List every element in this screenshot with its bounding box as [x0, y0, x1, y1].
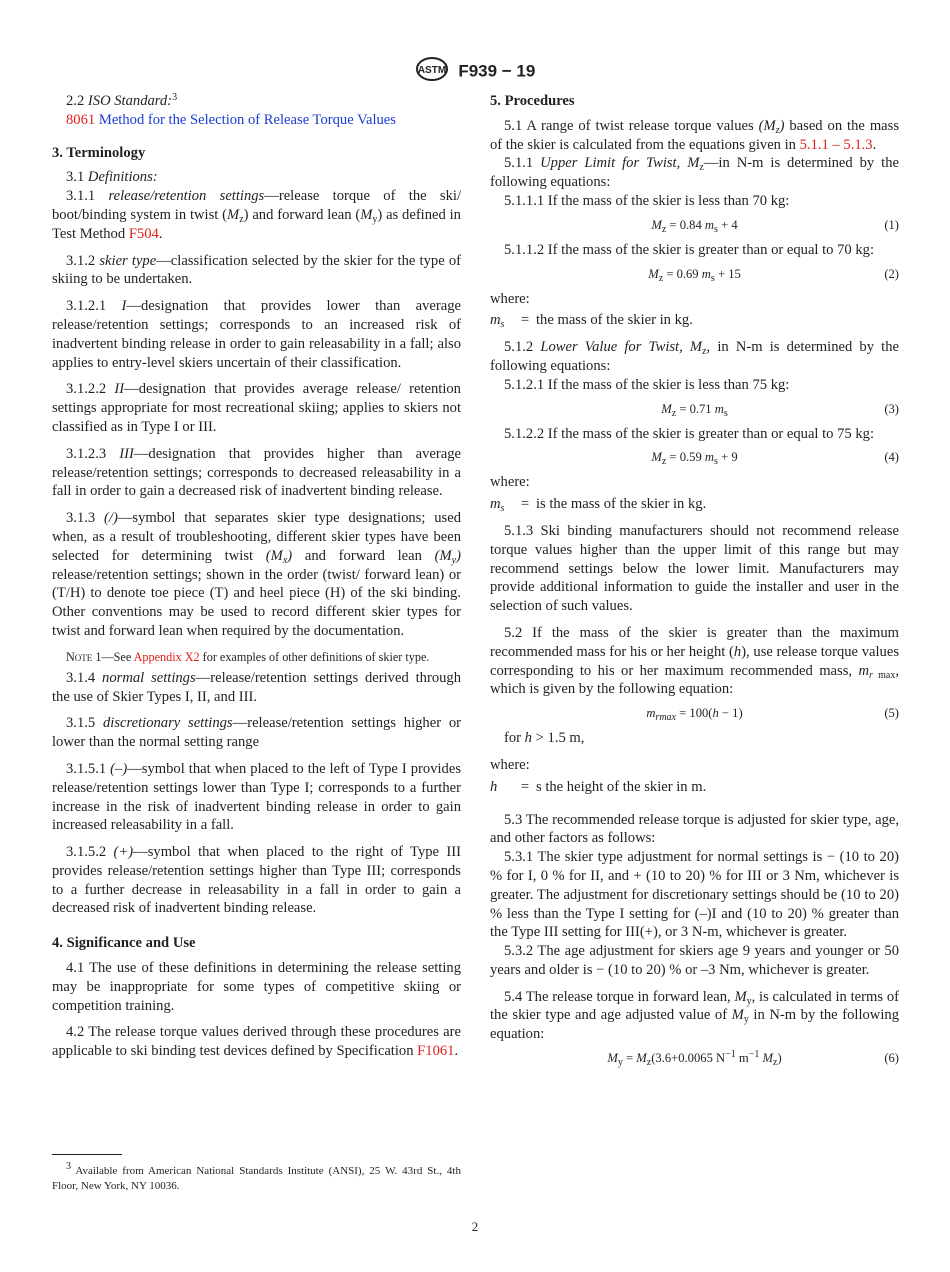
footnote-divider	[52, 1154, 122, 1155]
para-5-1: 5.1 A range of twist release torque values $(M_z)$ based on the mass of the skier is calculated from the equations given in 5.1.1 – 5.1.3.	[490, 117, 900, 153]
para-4-1: 4.1 The use of these definitions in determining the release setting may be inappropriate for some types of competitive skiing or competition training.	[52, 960, 461, 1014]
equation-2: $M_z = 0.69$ $m_s + 15$ (2)	[648, 266, 899, 284]
astm-logo-icon	[415, 56, 449, 87]
appendix-x2-link[interactable]: Appendix X2	[133, 649, 200, 664]
where-definition-3: h = s the height of the skier in m.	[490, 778, 707, 795]
equation-4: $M_z = 0.59$ $m_s + 9$ (4)	[651, 450, 899, 468]
section-5-title: 5. Procedures	[490, 93, 575, 109]
equation-1: $M_z = 0.84$ $m_s + 4$ (1)	[651, 217, 899, 235]
para-3-1-5-2: 3.1.5.2 (+)—symbol that when placed to the right of Type III provides release/retention settings higher than Type III; corresponds to a further decrease in releasability in a fall in order to gain a decreased risk of inadvertent binding release.	[52, 844, 461, 917]
equation-3: $M_z = 0.71$ $m_s$ (3)	[661, 401, 899, 419]
para-3-1: 3.1 Definitions:	[66, 169, 158, 186]
para-3-1-4: 3.1.4 normal settings—release/retention settings derived through the use of Skier Types I, II, and III.	[52, 669, 462, 705]
para-5-1-1: 5.1.1 Upper Limit for Twist, $M_z—in$ N-m is determined by the following equations:	[490, 155, 899, 191]
para-5-2: 5.2 If the mass of the skier is greater than the maximum recommended mass for his or her height (h), use release torque values corresponding to his or her maximum recommended mass, $m_{r max}$, which is given by the following equation:	[490, 624, 900, 698]
footnote-3: $^3$ Available from American National Standards Institute (ANSI), 25 W. 43rd St., 4th Floor, New York, NY 10036.	[52, 1161, 461, 1192]
section-3-title: 3. Terminology	[52, 144, 146, 161]
para-3-1-5-1: 3.1.5.1 (–)—symbol that when placed to the left of Type I provides release/retention settings lower than Type I; corresponds to a further increase in the risk of inadvertent binding release in order to gain increased releasability in a fall.	[52, 760, 461, 834]
iso-standard-heading: 2.2 ISO Standard:$^3$	[66, 92, 178, 109]
where-definition-2: $m_s$ = is the mass of the skier in kg.	[490, 496, 707, 515]
para-5-1-1-2: 5.1.1.2 If the mass of the skier is greater than or equal to 70 kg:	[504, 241, 875, 258]
para-3-1-1: 3.1.1 release/retention settings—release torque of the ski/ boot/binding system in twist $(M_z)$ and forward lean $(M_y)$ as defined in Test Method F504.	[52, 188, 462, 242]
standard-designation: F939 − 19	[458, 61, 536, 81]
f1061-link[interactable]: F1061	[417, 1043, 455, 1060]
svg-text:ASTM: ASTM	[417, 65, 446, 76]
equation-5: $m_{rmax} = 100(h - 1)$ (5)	[646, 706, 899, 724]
para-5-1-2-2: 5.1.2.2 If the mass of the skier is greater than or equal to 75 kg:	[504, 425, 875, 442]
para-3-1-5: 3.1.5 discretionary settings—release/retention settings higher or lower than the normal setting range	[52, 715, 461, 751]
left-column	[52, 92, 461, 1061]
para-5-3-2: 5.3.2 The age adjustment for skiers age 9 years and younger or 50 years and older is − (10 to 20) % or –3 Nm, whichever is greater.	[490, 943, 899, 978]
iso-8061-reference[interactable]: 8061 Method for the Selection of Release Torque Values	[66, 111, 396, 128]
note-1: Note 1—See Appendix X2 for examples of other definitions of skier type.	[66, 649, 430, 664]
para-5-1-1-1: 5.1.1.1 If the mass of the skier is less than 70 kg:	[504, 192, 790, 209]
where-label-3: where:	[490, 756, 530, 773]
equation-6: $M_y = M_z(3.6+0.0065$ $N^{-1}$ $m^{-1}$ $M_z$) (6)	[607, 1049, 899, 1069]
para-3-1-2-1: 3.1.2.1 I—designation that provides lower than average release/retention settings; corresponds to an increased risk of inadvertent binding release in order to gain releasability in a fall; also applies to entry-level skiers uncertain of their classification.	[52, 298, 461, 371]
page-header	[0, 56, 950, 87]
para-5-3: 5.3 The recommended release torque is adjusted for skier type, age, and other factors as follows:	[490, 811, 899, 847]
page-number: 2	[471, 1219, 479, 1234]
para-3-1-3: 3.1.3 (/)—symbol that separates skier type designations; used when, as a result of troubleshooting, different skier types have been selected for determining twist $(M_x)$ and forward lean $(M_y)$ release/retention settings; shown in the order (twist/ forward lean) or (T/H) to denote toe piece (T) and heel piece (H) of the ski binding. Other conventions may be used to record different skier types for twist and forward lean when required by the documentation.	[52, 510, 461, 639]
para-5-1-3: 5.1.3 Ski binding manufacturers should not recommend release torque values higher than the upper limit of this range but may recommend settings below the lower limit. Manufacturers may provide additional information to guide the installer and user in the selection of such values.	[490, 522, 899, 615]
where-label-1: where:	[490, 290, 530, 307]
para-3-1-2-3: 3.1.2.3 III—designation that provides higher than average release/retention settings; corresponds to decreased releasability in a fall in order to gain a decreased risk of inadvertent binding release.	[52, 445, 461, 500]
f504-link[interactable]: F504	[128, 225, 159, 242]
where-label-2: where:	[490, 474, 530, 491]
height-condition: for h > 1.5 m,	[504, 730, 585, 747]
section-5-1-1-link[interactable]: 5.1.1 – 5.1.3	[799, 136, 873, 153]
para-5-3-1: 5.3.1 The skier type adjustment for normal settings is − (10 to 20) % for I, 0 % for II, and + (10 to 20) % for III or 3 Nm, whichever is greater. The adjustment for discretionary settings should be (10 to 20) % less than the Type I setting for (–)I and (10 to 20) % greater than the Type III setting for III(+), or 3 N-m, whichever is greater.	[490, 849, 899, 941]
para-5-1-2: 5.1.2 Lower Value for Twist, $M_z$, in N-m is determined by the following equations:	[490, 339, 900, 374]
right-column	[490, 92, 899, 1072]
para-5-4: 5.4 The release torque in forward lean, $M_y$, is calculated in terms of the skier type and age adjusted value of $M_y$ in N-m by the following equation:	[490, 988, 899, 1043]
para-4-2: 4.2 The release torque values derived through these procedures are applicable to ski binding test devices defined by Specification F1061.	[52, 1024, 461, 1060]
para-5-1-2-1: 5.1.2.1 If the mass of the skier is less than 75 kg:	[504, 376, 790, 393]
para-3-1-2: 3.1.2 skier type—classification selected by the skier for the type of skiing to be undertaken.	[52, 252, 461, 288]
para-3-1-2-2: 3.1.2.2 II—designation that provides average release/ retention settings appropriate for most recreational skiing; applies to skiers not classified as in Type I or III.	[52, 381, 461, 435]
section-4-title: 4. Significance and Use	[52, 935, 196, 952]
where-definition-1: $m_s$ = the mass of the skier in kg.	[490, 312, 693, 331]
